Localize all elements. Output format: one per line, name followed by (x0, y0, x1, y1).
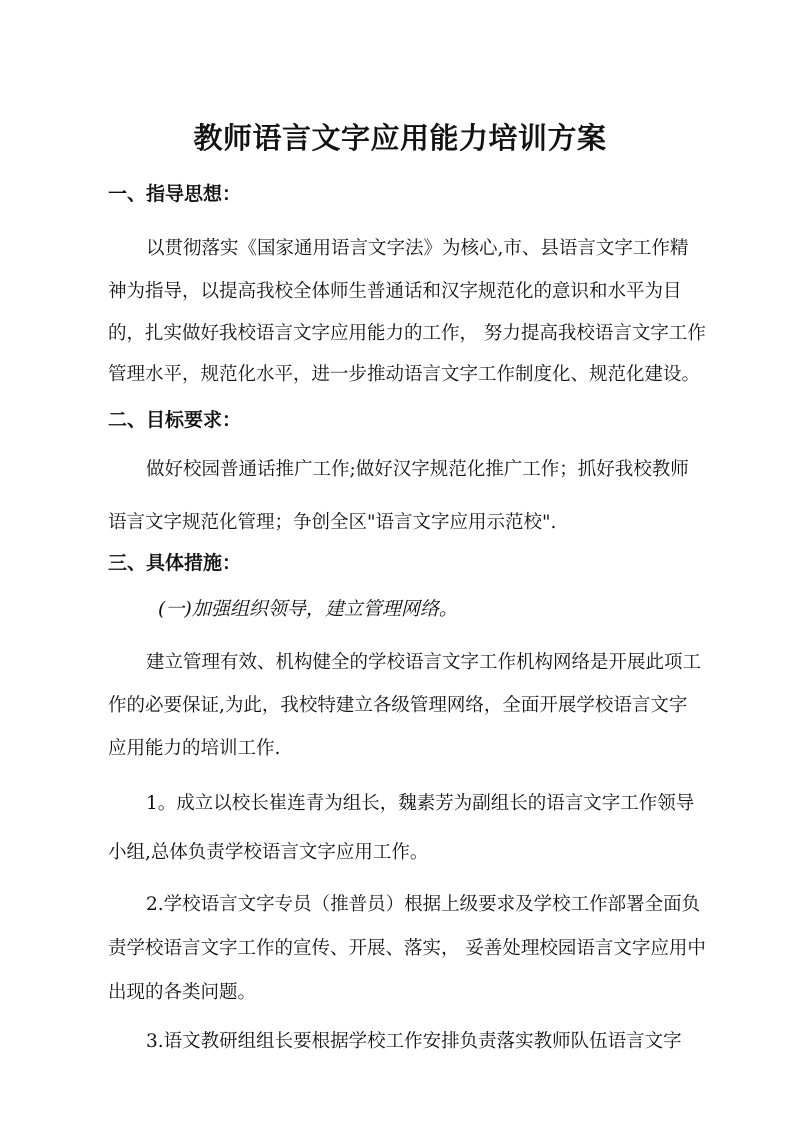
paragraph-line: 作的必要保证,为此，我校特建立各级管理网络，全面开展学校语言文字 (108, 695, 688, 716)
document-title: 教师语言文字应用能力培训方案 (193, 121, 607, 155)
paragraph-line: 管理水平，规范化水平，进一步推动语言文字工作制度化、规范化建设。 (108, 364, 701, 385)
paragraph-line: 神为指导，以提高我校全体师生普通话和汉字规范化的意识和水平为目 (108, 281, 682, 302)
paragraph-line: 语言文字规范化管理；争创全区"语言文字应用示范校". (108, 512, 557, 533)
paragraph-line: 做好校园普通话推广工作;做好汉字规范化推广工作；抓好我校教师 (146, 459, 689, 480)
list-item-line: 3.语文教研组组长要根据学校工作安排负责落实教师队伍语言文字 (146, 1031, 682, 1052)
list-item-line: 1。成立以校长崔连青为组长，魏素芳为副组长的语言文字工作领导 (146, 793, 695, 814)
section-heading-goals: 二、目标要求： (108, 409, 242, 431)
sub-heading-organization: (一)加强组织领导，建立管理网络。 (158, 598, 458, 620)
list-item-line: 2.学校语言文字专员（推普员）根据上级要求及学校工作部署全面负 (146, 894, 701, 915)
list-item-line: 出现的各类问题。 (108, 982, 257, 1003)
paragraph-line: 建立管理有效、机构健全的学校语言文字工作机构网络是开展此项工 (146, 652, 702, 673)
section-heading-measures: 三、具体措施： (108, 552, 242, 574)
list-item-line: 小组,总体负责学校语言文字应用工作。 (108, 842, 429, 863)
paragraph-line: 应用能力的培训工作. (108, 738, 281, 759)
list-item-line: 责学校语言文字工作的宣传、开展、落实， 妥善处理校园语言文字应用中 (108, 938, 706, 959)
paragraph-line: 以贯彻落实《国家通用语言文字法》为核心,市、县语言文字工作精 (146, 238, 689, 259)
paragraph-line: 的，扎实做好我校语言文字应用能力的工作， 努力提高我校语言文字工作 (108, 323, 706, 344)
section-heading-guiding-ideology: 一、指导思想： (108, 183, 242, 205)
